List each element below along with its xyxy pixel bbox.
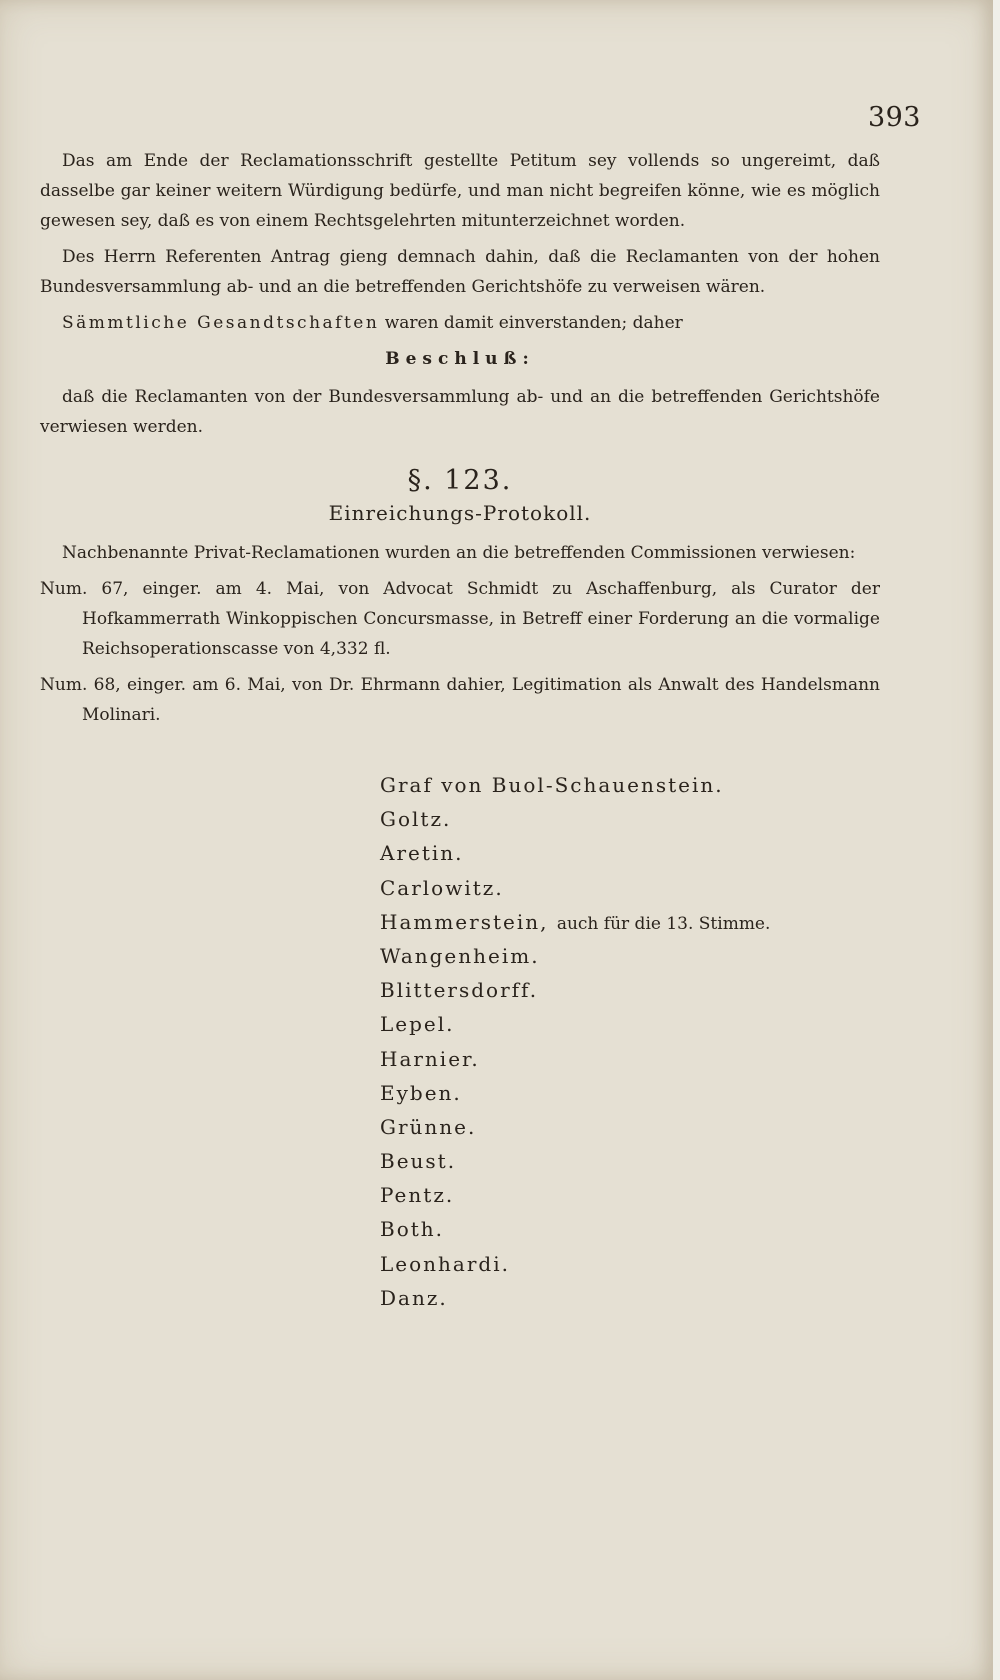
section-number: §. 123. (407, 465, 513, 496)
signature-name: Lepel. (380, 1012, 455, 1037)
paragraph-referent-motion: Des Herrn Referenten Antrag gieng demnach dahin, daß die Reclamanten von der hohen Bundesversammlung ab- und an die betreffenden Gerichtshöfe zu verweisen wären. (40, 247, 880, 297)
signature-line (380, 768, 770, 802)
protocol-entry: Num. 68, einger. am 6. Mai, von Dr. Ehrmann dahier, Legitimation als Anwalt des Handelsmann Molinari. (40, 675, 880, 725)
signature-note: auch für die 13. Stimme. (556, 913, 771, 934)
signature-line (380, 1144, 770, 1178)
body-text (40, 146, 880, 736)
signature-line (380, 1110, 770, 1144)
section-intro: Nachbenannte Privat-Reclamationen wurden an die betreffenden Commissionen verwiesen: (62, 543, 856, 563)
signature-line (380, 1042, 770, 1076)
signature-name: Aretin. (380, 841, 464, 866)
signature-name: Danz. (380, 1285, 448, 1310)
signature-line (380, 1212, 770, 1246)
signature-name: Pentz. (380, 1183, 455, 1208)
signature-line (380, 939, 770, 973)
signature-line (380, 1281, 770, 1315)
signature-name: Carlowitz. (380, 875, 504, 900)
consent-rest: waren damit einverstanden; daher (379, 313, 683, 333)
signature-name: Blittersdorff. (380, 978, 539, 1003)
signature-name: Eyben. (380, 1080, 462, 1105)
paragraph-petitum: Das am Ende der Reclamationsschrift gestellte Petitum sey vollends so ungereimt, daß dasselbe gar keiner weitern Würdigung bedürfe, und man nicht begreifen könne, wie es möglich gewesen sey, daß es von einem Rechtsgelehrten mitunterzeichnet worden. (40, 151, 880, 231)
decision-heading: Beschluß: (385, 349, 535, 369)
signature-name: Graf von Buol-Schauenstein. (380, 773, 724, 797)
signature-name: Beust. (380, 1149, 457, 1174)
signature-name: Harnier. (380, 1046, 480, 1071)
signature-line (380, 1178, 770, 1212)
consent-subject: Sämmtliche Gesandtschaften (62, 313, 380, 333)
signature-line (380, 802, 770, 836)
signature-name: Both. (380, 1217, 445, 1242)
signature-list (380, 768, 770, 1315)
section-title: Einreichungs-Protokoll. (328, 501, 592, 525)
signature-name: Grünne. (380, 1114, 477, 1139)
page-number: 393 (867, 102, 921, 133)
paragraph-consent (40, 308, 880, 338)
decision-text: daß die Reclamanten von der Bundesversammlung ab- und an die betreffenden Gerichtshöfe verwiesen werden. (40, 387, 880, 437)
signature-line (380, 973, 770, 1007)
signature-line (380, 905, 770, 939)
signature-line (380, 871, 770, 905)
signature-name: Leonhardi. (380, 1251, 510, 1276)
signature-line (380, 836, 770, 870)
protocol-entry: Num. 67, einger. am 4. Mai, von Advocat Schmidt zu Aschaffenburg, als Curator der Hofkammerrath Winkoppischen Concursmasse, in Betreff einer Forderung an die vormalige Reichsoperationscasse von 4,332 fl. (40, 579, 880, 659)
signature-line (380, 1247, 770, 1281)
signature-name: Wangenheim. (380, 943, 540, 968)
signature-name: Hammerstein, (380, 909, 549, 934)
signature-name: Goltz. (380, 807, 452, 832)
signature-line (380, 1007, 770, 1041)
signature-line (380, 1076, 770, 1110)
